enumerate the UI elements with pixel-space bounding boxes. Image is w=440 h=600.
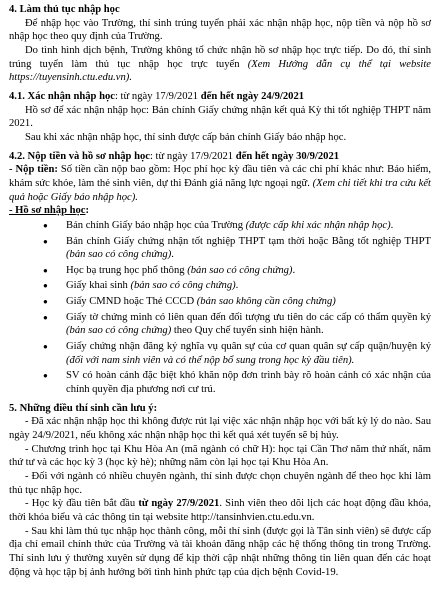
section-4-2-title: 4.2. Nộp tiền và hồ sơ nhập học <box>9 150 150 162</box>
section-5-note-3: - Đối với ngành có nhiều chuyên ngành, thí sinh được chọn chuyên ngành để theo học khi làm thủ tục nhập học. <box>9 471 431 496</box>
document-item-note: (bản sao có công chứng) <box>187 264 293 276</box>
fee-label: - Nộp tiền: <box>9 164 58 176</box>
section-5-note-5: - Sau khi làm thủ tục nhập học thành công, mỗi thí sinh (được gọi là Tân sinh viên) sẽ được cấp địa chỉ email chính thức của Trường và tài khoản đăng nhập các hệ thống thông tin trong Trường. Thí sinh lưu ý thường xuyên sử dụng để kịp thời cập nhật những thông tin liên quan đến các hoạt động và học tập bị ảnh hưởng bởi tình hình phức tạp của dịch bệnh Covid-19. <box>9 525 431 578</box>
document-item-text: Giấy CMND hoặc Thẻ CCCD <box>66 296 197 308</box>
section-4-2-docs-label <box>9 204 431 218</box>
document-item <box>9 311 431 338</box>
document-item-tail: theo Quy chế tuyển sinh hiện hành. <box>171 325 324 337</box>
document-item <box>9 264 431 278</box>
semester-start-date: từ ngày 27/9/2021 <box>138 498 220 510</box>
section-5-note-4-start: - Học kỳ đầu tiên bắt đầu <box>25 498 139 510</box>
section-4-1-deadline: đến hết ngày 24/9/2021 <box>200 90 305 102</box>
section-4-1-date-start: : từ ngày 17/9/2021 <box>114 90 201 102</box>
document-item-text: Giấy tờ chứng minh có liên quan đến đối tượng ưu tiên do các cấp có thẩm quyền ký <box>66 311 431 323</box>
document-item-note: (bản sao không cần công chứng) <box>196 296 336 308</box>
section-4-2-date-start: : từ ngày 17/9/2021 <box>149 150 236 162</box>
section-5-note-4 <box>9 497 431 524</box>
section-4-2-heading <box>9 150 431 164</box>
section-4-paragraph-2-text: Do tình hình dịch bệnh, Trường không tổ chức nhận hồ sơ nhập học trực tiếp. Do đó, thí sinh trúng tuyển làm thủ tục nhập học trực tuyến <box>9 44 431 70</box>
section-4-1-heading <box>9 90 431 104</box>
document-item-text: SV có hoàn cảnh đặc biệt khó khăn nộp đơn trình bày rõ hoàn cảnh có xác nhận của chính quyền địa phương nơi cư trú. <box>66 370 431 396</box>
section-5-note-2: - Chương trình học tại Khu Hòa An (mã ngành có chữ H): học tại Cần Thơ năm thứ nhất, năm thứ tư và các học kỳ 3 (học kỳ hè); những năm còn lại học tại Khu Hòa An. <box>9 443 431 469</box>
document-item-note: (bản sao có công chứng) <box>66 325 172 337</box>
document-item-text: Bản chính Giấy chứng nhận tốt nghiệp THPT tạm thời hoặc Bằng tốt nghiệp THPT <box>66 235 431 247</box>
section-4-2-deadline: đến hết ngày 30/9/2021 <box>235 150 340 162</box>
document-item-tail: . <box>235 280 239 292</box>
document-item <box>9 340 431 367</box>
section-4-paragraph-1: Để nhập học vào Trường, thí sinh trúng tuyển phải xác nhận nhập học, nộp tiền và nộp hồ sơ nhập học theo quy định của Trường. <box>9 17 431 43</box>
document-item-text: Bản chính Giấy báo nhập học của Trường <box>66 219 246 231</box>
section-4-2-fee-paragraph <box>9 163 431 204</box>
documents-list <box>9 219 431 397</box>
document-item-text: Giấy chứng nhận đăng ký nghĩa vụ quân sự của cơ quan quân sự cấp quận/huyện ký <box>66 341 431 353</box>
document-item <box>9 279 431 293</box>
section-4-paragraph-2 <box>9 44 431 85</box>
fee-note: (Xem chi tiết khi tra cứu kết quả hoặc Giấy báo nhập học). <box>9 177 431 203</box>
document-item-tail: . <box>390 219 394 231</box>
document-item <box>9 219 431 233</box>
document-item-note: (đối với nam sinh viên và có thể nộp bổ sung trong học kỳ đầu tiên). <box>66 354 355 366</box>
document-item-tail: . <box>292 264 296 276</box>
section-4-1-title: 4.1. Xác nhận nhập học <box>9 90 115 102</box>
section-4-1-paragraph-2: Sau khi xác nhận nhập học, thí sinh được cấp bản chính Giấy báo nhập học. <box>25 131 347 143</box>
section-4-guide-note: (Xem Hướng dẫn cụ thể tại website https://tuyensinh.ctu.edu.vn). <box>9 58 431 84</box>
section-4-heading: 4. Làm thủ tục nhập học <box>9 4 120 15</box>
document-item-text: Giấy khai sinh <box>66 280 131 292</box>
docs-label-text: - Hồ sơ nhập học <box>9 205 86 217</box>
section-5-note-1: - Đã xác nhận nhập học thì không được rút lại việc xác nhận nhập học với bất kỳ lý do nào. Sau ngày 24/9/2021, nếu không xác nhận nhập học thì kết quả xét tuyển sẽ bị hủy. <box>9 416 431 442</box>
docs-label-colon: : <box>85 205 90 217</box>
section-4-1-paragraph-1: Hồ sơ để xác nhận nhập học: Bản chính Giấy chứng nhận kết quả Kỳ thi tốt nghiệp THPT năm 2021. <box>9 104 431 130</box>
document-item-note: (được cấp khi xác nhận nhập học) <box>245 219 391 231</box>
fee-text: Số tiền cần nộp bao gồm: Học phí học kỳ đầu tiên và các chi phí khác như: Bảo hiểm, khám sức khỏe, làm thẻ sinh viên, dự thi Đánh giá năng lực ngoại ngữ. <box>9 164 431 189</box>
document-item <box>9 369 431 396</box>
document-item-note: (bản sao có công chứng) <box>130 280 236 292</box>
document-item-note: (bản sao có công chứng) <box>66 249 172 261</box>
document-item-tail: . <box>171 249 174 261</box>
section-5-note-4-rest: . Sinh viên theo dõi lịch các hoạt động đầu khóa, thời khóa biểu và các thông tin tại website http://tansinhvien.ctu.edu.vn. <box>9 498 431 523</box>
document-item-text: Học bạ trung học phổ thông <box>66 264 188 276</box>
document-item <box>9 235 431 262</box>
section-5-heading: 5. Những điều thí sinh cần lưu ý: <box>9 402 158 414</box>
document-item <box>9 295 431 309</box>
